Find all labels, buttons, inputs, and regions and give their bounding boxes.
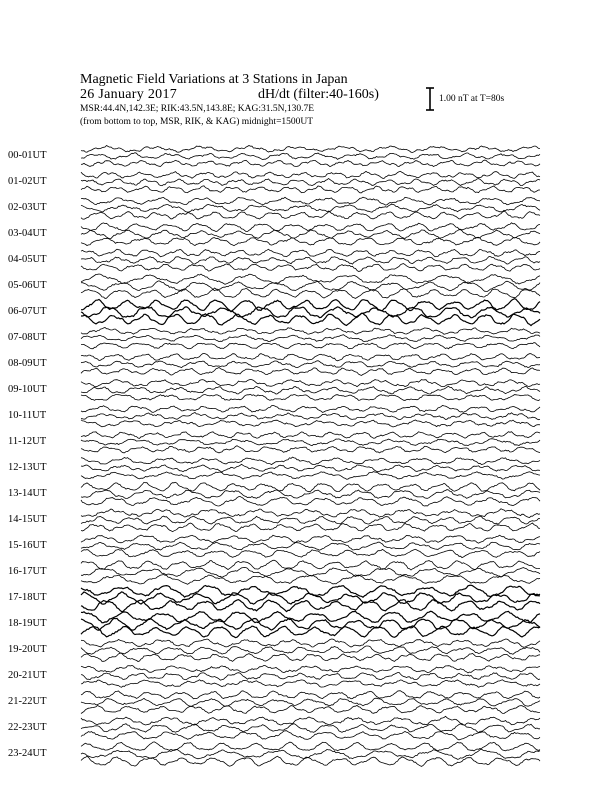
hour-label: 02-03UT	[8, 202, 47, 213]
hour-label: 03-04UT	[8, 228, 47, 239]
hour-label: 20-21UT	[8, 670, 47, 681]
trace-msr	[81, 394, 540, 400]
hour-label: 04-05UT	[8, 254, 47, 265]
scale-bar	[426, 88, 434, 110]
trace-msr	[81, 160, 540, 167]
trace-rik	[81, 230, 540, 239]
trace-rik	[81, 153, 540, 160]
trace-msr	[81, 343, 540, 349]
trace-rik	[81, 646, 540, 654]
trace-rik	[81, 257, 540, 265]
trace-msr	[81, 264, 540, 272]
trace-msr	[81, 186, 540, 193]
hour-label: 07-08UT	[8, 332, 47, 343]
hour-label: 15-16UT	[8, 540, 47, 551]
hour-label: 21-22UT	[8, 696, 47, 707]
trace-kag	[81, 742, 540, 751]
trace-kag	[81, 405, 540, 412]
trace-msr	[81, 549, 540, 557]
trace-rik	[81, 464, 540, 472]
trace-kag	[81, 611, 540, 623]
trace-kag	[81, 249, 540, 257]
station-order-note: (from bottom to top, MSR, RIK, & KAG) midnight=1500UT	[80, 117, 314, 127]
station-coordinates: MSR:44.4N,142.3E; RIK:43.5N,143.8E; KAG:31.5N,130.7E	[80, 104, 315, 114]
hour-label: 14-15UT	[8, 514, 47, 525]
trace-msr	[81, 653, 540, 661]
hour-label-group	[8, 150, 47, 759]
trace-kag	[81, 171, 540, 178]
trace-kag	[81, 560, 540, 570]
trace-rik	[81, 618, 540, 630]
trace-msr	[81, 705, 540, 713]
trace-msr	[81, 496, 540, 506]
chart-date: 26 January 2017	[80, 87, 178, 102]
trace-rik	[81, 179, 540, 186]
trace-kag	[81, 379, 540, 386]
trace-kag	[81, 585, 540, 597]
hour-label: 09-10UT	[8, 384, 47, 395]
trace-msr	[81, 446, 540, 453]
trace-kag	[81, 432, 540, 439]
hour-label: 16-17UT	[8, 566, 47, 577]
trace-kag	[81, 299, 540, 312]
trace-msr	[81, 756, 540, 766]
hour-label: 17-18UT	[8, 592, 47, 603]
trace-rik	[81, 439, 540, 446]
hour-label: 00-01UT	[8, 150, 47, 161]
hour-label: 11-12UT	[8, 436, 47, 447]
trace-kag	[81, 274, 540, 284]
trace-rik	[81, 386, 540, 394]
trace-group	[81, 146, 540, 767]
hour-label: 13-14UT	[8, 488, 47, 499]
trace-kag	[81, 716, 540, 725]
trace-rik	[81, 724, 540, 733]
trace-kag	[81, 639, 540, 647]
trace-kag	[81, 457, 540, 465]
trace-msr	[81, 211, 540, 219]
trace-kag	[81, 691, 540, 699]
trace-rik	[81, 335, 540, 342]
trace-rik	[81, 204, 540, 212]
hour-label: 05-06UT	[8, 280, 47, 291]
trace-kag	[81, 535, 540, 543]
hour-label: 06-07UT	[8, 306, 47, 317]
trace-kag	[81, 482, 540, 492]
trace-kag	[81, 665, 540, 673]
trace-rik	[81, 413, 540, 420]
hour-label: 23-24UT	[8, 748, 47, 759]
trace-msr	[81, 237, 540, 245]
trace-rik	[81, 698, 540, 706]
chart-filter: dH/dt (filter:40-160s)	[258, 87, 379, 102]
trace-kag	[81, 146, 540, 153]
chart-title: Magnetic Field Variations at 3 Stations in Japan	[80, 72, 348, 87]
trace-msr	[81, 523, 540, 532]
trace-rik	[81, 281, 540, 292]
trace-kag	[81, 509, 540, 518]
trace-msr	[81, 368, 540, 376]
hour-label: 22-23UT	[8, 722, 47, 733]
trace-msr	[81, 288, 540, 298]
hour-label: 18-19UT	[8, 618, 47, 629]
hour-label: 01-02UT	[8, 176, 47, 187]
trace-kag	[81, 197, 540, 205]
trace-rik	[81, 672, 540, 680]
hour-label: 12-13UT	[8, 462, 47, 473]
trace-rik	[81, 542, 540, 550]
trace-kag	[81, 328, 540, 335]
trace-rik	[81, 361, 540, 368]
hour-label: 08-09UT	[8, 358, 47, 369]
trace-kag	[81, 353, 540, 360]
trace-msr	[81, 600, 540, 612]
scale-label: 1.00 nT at T=80s	[439, 94, 505, 104]
trace-msr	[81, 472, 540, 480]
hour-label: 10-11UT	[8, 410, 47, 421]
hour-label: 19-20UT	[8, 644, 47, 655]
trace-rik	[81, 516, 540, 524]
trace-msr	[81, 680, 540, 688]
trace-rik	[81, 568, 540, 578]
trace-msr	[81, 420, 540, 427]
